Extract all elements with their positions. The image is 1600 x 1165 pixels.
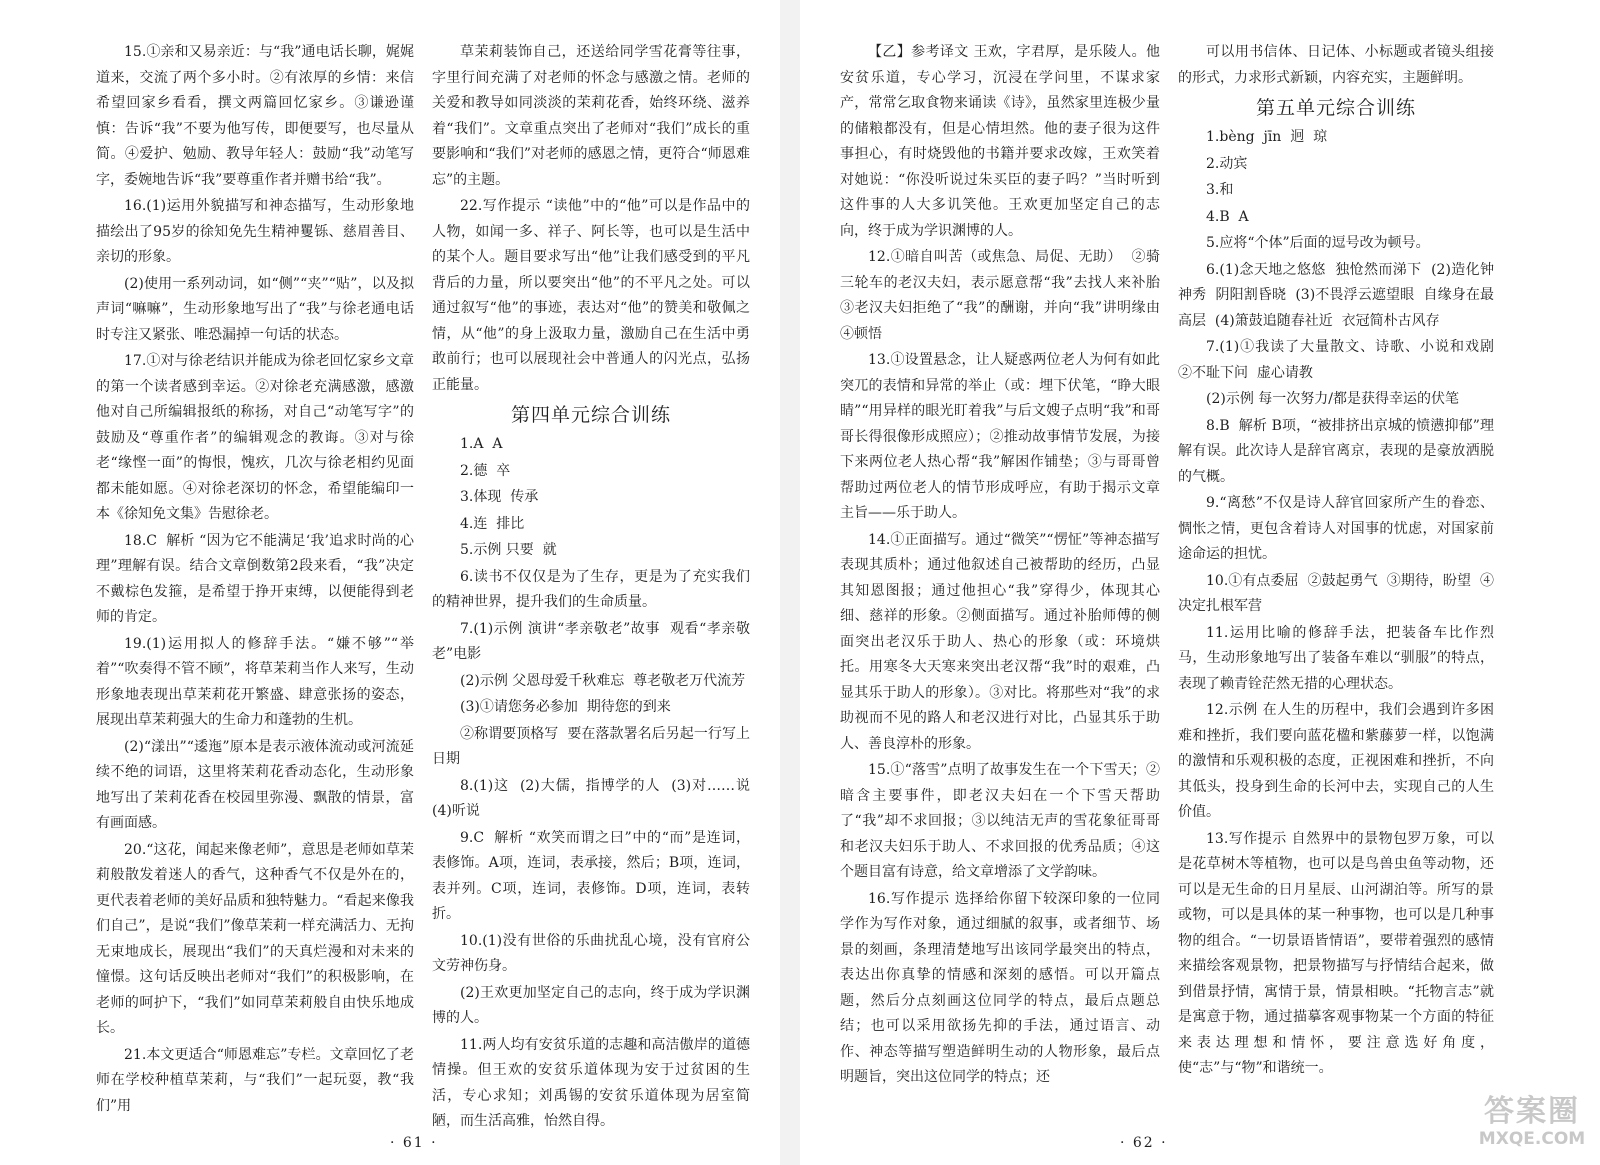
answer-paragraph: 21.本文更适合“师恩难忘”专栏。文章回忆了老师在学校种植草茉莉，与“我们”一起玩耍，教“我们”用: [96, 1046, 414, 1114]
right-page: [800, 0, 1600, 1165]
answer-paragraph: 草茉莉装饰自己，还送给同学雪花膏等往事，字里行间充满了对老师的怀念与感激之情。老师的关爱和教导如同淡淡的茉莉花香，始终环绕、滋养着“我们”。文章重点突出了老师对“我们”成长的重要影响和“我们”对老师的感恩之情，更符合“师恩难忘”的主题。: [432, 44, 750, 188]
answer-paragraph: (2)示例 父恩母爱千秋难忘 尊老敬老万代流芳: [460, 672, 746, 689]
answer-paragraph: 14.①正面描写。通过“微笑”“愣怔”等神态描写表现其质朴；通过他叙述自己被帮助的经历，凸显其知恩图报；通过他担心“我”穿得少，体现其心细、慈祥的形象。②侧面描写。通过补胎师傅的侧面突出老汉乐于助人、热心的形象（或：环境烘托。用寒冬大天寒来突出老汉帮“我”时的艰难，凸显其乐于助人的形象）。③对比。将那些对“我”的求助视而不见的路人和老汉进行对比，凸显其乐于助人、善良淳朴的形象。: [840, 531, 1160, 752]
answer-paragraph: 11.两人均有安贫乐道的志趣和高洁傲岸的道德情操。但王欢的安贫乐道体现为安于过贫困的生活，专心求知；刘禹锡的安贫乐道体现为居室简陋，而生活高雅，怡然自得。: [432, 1036, 750, 1129]
answer-paragraph: 10.①有点委屈 ②鼓起勇气 ③期待，盼望 ④决定扎根军营: [1178, 572, 1494, 614]
answer-paragraph: 可以用书信体、日记体、小标题或者镜头组接的形式，力求形式新颖，内容充实，主题鲜明。: [1178, 44, 1494, 86]
answer-paragraph: 10.(1)没有世俗的乐曲扰乱心境，没有官府公文劳神伤身。: [432, 932, 750, 974]
answer-paragraph: (2)“漾出”“逶迤”原本是表示液体流动或河流延续不绝的词语，这里将茉莉花香动态化，生动形象地写出了茉莉花香在校园里弥漫、飘散的情景，富有画面感。: [96, 738, 414, 831]
page-number: · 62 ·: [1120, 1135, 1168, 1151]
answer-paragraph: 3.和: [1206, 182, 1234, 198]
answer-paragraph: (2)王欢更加坚定自己的志向，终于成为学识渊博的人。: [432, 984, 750, 1026]
answer-paragraph: 15.①“落雪”点明了故事发生在一个下雪天；②暗含主要事件，即老汉夫妇在一个下雪天帮助了“我”却不求回报；③以纯洁无声的雪花象征哥哥和老汉夫妇乐于助人、不求回报的优秀品质；④这个题目富有诗意，给文章增添了文学韵味。: [840, 762, 1160, 880]
answer-paragraph: ②称谓要顶格写 要在落款署名后另起一行写上日期: [432, 725, 750, 767]
answer-paragraph: 7.(1)示例 演讲“孝亲敬老”故事 观看“孝亲敬老”电影: [432, 620, 750, 662]
answer-paragraph: 6.(1)念天地之悠悠 独怆然而涕下 (2)造化钟神秀 阴阳割昏晓 (3)不畏浮云遮望眼 自缘身在最高层 (4)箫鼓追随春社近 衣冠简朴古风存: [1178, 261, 1494, 329]
answer-paragraph: 11.运用比喻的修辞手法，把装备车比作烈马，生动形象地写出了装备车难以“驯服”的特点，表现了赖青铨茫然无措的心理状态。: [1178, 624, 1494, 692]
answer-paragraph: 4.连 排比: [460, 515, 525, 532]
right-page-column-2: [1178, 40, 1503, 1125]
unit-5-heading: 第五单元综合训练: [1255, 97, 1416, 119]
answer-paragraph: (2)示例 每一次努力/都是获得幸运的伏笔: [1206, 391, 1459, 407]
answer-paragraph: 6.读书不仅仅是为了生存，更是为了充实我们的精神世界，提升我们的生命质量。: [432, 568, 750, 610]
page-number: · 61 ·: [390, 1135, 438, 1151]
watermark-text-cn: 答案圈: [1484, 1094, 1580, 1129]
answer-paragraph: (3)①请您务必参加 期待您的到来: [460, 699, 671, 715]
answer-paragraph: 8.(1)这 (2)大儒，指博学的人 (3)对……说 (4)听说: [432, 777, 759, 819]
right-page-column-1: [840, 40, 1169, 1125]
answer-paragraph: 2.德 卒: [460, 462, 511, 479]
answer-paragraph: (2)使用一系列动词，如“侧”“夹”“贴”，以及拟声词“嘛嘛”，生动形象地写出了“我”与徐老通电话时专注又紧张、唯恐漏掉一句话的状态。: [96, 275, 414, 343]
answer-paragraph: 13.写作提示 自然界中的景物包罗万象，可以是花草树木等植物，也可以是鸟兽虫鱼等动物，还可以是无生命的日月星辰、山河湖泊等。所写的景或物，可以是具体的某一种事物，也可以是几种事物的组合。“一切景语皆情语”，要带着强烈的感情来描绘客观景物，把景物描写与抒情结合起来，做到借景抒情，寓情于景，情景相映。“托物言志”就是寓意于物，通过描摹客观事物某一个方面的特征来表达理想和情怀，要注意选好角度，使“志”与“物”和谐统一。: [1178, 830, 1494, 1076]
answer-paragraph: 20.“这花，闻起来像老师”，意思是老师如草茉莉般散发着迷人的香气，这种香气不仅是外在的，更代表着老师的美好品质和独特魅力。“看起来像我们自己”，是说“我们”像草茉莉一样充满活力、无拘无束地成长，展现出“我们”的天真烂漫和对未来的憧憬。这句话反映出老师对“我们”的积极影响，在老师的呵护下，“我们”如同草茉莉般自由快乐地成长。: [96, 841, 414, 1036]
answer-paragraph: 22.写作提示 “读他”中的“他”可以是作品中的人物，如闻一多、祥子、阿长等，也可以是生活中的某个人。题目要求写出“他”让我们感受到的平凡背后的力量，所以要突出“他”的不平凡之处。可以通过叙写“他”的事迹，表达对“他”的赞美和敬佩之情，从“他”的身上汲取力量，激励自己在生活中勇敢前行；也可以展现社会中普通人的闪光点，弘扬正能量。: [432, 198, 750, 393]
answer-paragraph: 12.示例 在人生的历程中，我们会遇到许多困难和挫折，我们要向蓝花楹和紫藤萝一样，以饱满的激情和乐观积极的态度，正视困难和挫折，不向其低头，投身到生命的长河中去，实现自己的人生价值。: [1178, 702, 1494, 820]
answer-paragraph: 2.动宾: [1206, 155, 1248, 172]
answer-paragraph: 9.C 解析 “欢笑而谓之曰”中的“而”是连词，表修饰。A项，连词，表承接，然后；B项，连词，表并列。C项，连词，表修饰。D项，连词，表转折。: [432, 829, 750, 922]
answer-paragraph: 3.体现 传承: [460, 489, 539, 505]
answer-paragraph: 12.①暗自叫苦（或焦急、局促、无助） ②骑三轮车的老汉夫妇，表示愿意帮“我”去找人来补胎 ③老汉夫妇拒绝了“我”的酬谢，并向“我”讲明缘由 ④顿悟: [840, 249, 1169, 342]
answer-paragraph: 17.①对与徐老结识并能成为徐老回忆家乡文章的第一个读者感到幸运。②对徐老充满感激，感激他对自己所编辑报纸的称扬，对自己“动笔写字”的鼓励及“尊重作者”的编辑观念的教诲。③对与徐老“缘悭一面”的悔恨，愧疚，几次与徐老相约见面都未能如愿。④对徐老深切的怀念，希望能编印一本《徐知免文集》告慰徐老。: [96, 353, 414, 522]
answer-paragraph: 4.B A: [1206, 208, 1249, 225]
answer-paragraph: 18.C 解析 “因为它不能满足‘我’追求时尚的心理”理解有误。结合文章倒数第2段来看，“我”决定不戴棕色发箍，是希望于挣开束缚，以便能得到老师的肯定。: [96, 532, 414, 625]
answer-paragraph: 16.(1)运用外貌描写和神态描写，生动形象地描绘出了95岁的徐知免先生精神矍铄、慈眉善目、亲切的形象。: [96, 198, 414, 265]
answer-paragraph: 8.B 解析 B项，“被排挤出京城的愤懑抑郁”理解有误。此次诗人是辞官离京，表现的是豪放洒脱的气概。: [1178, 417, 1494, 485]
answer-paragraph: 5.示例 只要 就: [460, 542, 557, 558]
answer-paragraph: 16.写作提示 选择给你留下较深印象的一位同学作为写作对象，通过细腻的叙事，或者细节、场景的刻画，条理清楚地写出该同学最突出的特点，表达出你真挚的情感和深刻的感悟。可以开篇点题，然后分点刻画这位同学的特点，最后点题总结；也可以采用欲扬先抑的手法，通过语言、动作、神态等描写塑造鲜明生动的人物形象，最后点明题旨，突出这位同学的特点；还: [840, 890, 1160, 1085]
answer-paragraph: 19.(1)运用拟人的修辞手法。“嫌不够”“举着”“吹奏得不管不顾”，将草茉莉当作人来写，生动形象地表现出草茉莉花开繁盛、肆意张扬的姿态，展现出草茉莉强大的生命力和蓬勃的生机。: [96, 635, 414, 728]
answer-paragraph: 1.bèng jīn 迥 琼: [1206, 129, 1328, 145]
site-watermark-logo: [1478, 1095, 1586, 1155]
answer-paragraph: 5.应将“个体”后面的逗号改为顿号。: [1206, 235, 1430, 251]
page-gutter: [780, 0, 800, 1165]
unit-4-heading: 第四单元综合训练: [510, 404, 671, 426]
answer-paragraph: 1.A A: [460, 436, 503, 452]
watermark-text-en: MXQE.COM: [1478, 1129, 1586, 1149]
answer-paragraph: 9.“离愁”不仅是诗人辞官回家所产生的眷恋、惆怅之情，更包含着诗人对国事的忧虑，对国家前途命运的担忧。: [1178, 495, 1494, 562]
answer-paragraph: 13.①设置悬念，让人疑惑两位老人为何有如此突兀的表情和异常的举止（或：埋下伏笔，“睁大眼睛”“用异样的眼光盯着我”与后文嫂子点明“我”和哥哥长得很像形成照应）；②推动故事情节发展，为接下来两位老人热心帮“我”解困作铺垫；③与哥哥曾帮助过两位老人的情节形成呼应，有助于揭示文章主旨——乐于助人。: [840, 352, 1160, 521]
left-page-column-1: [96, 40, 414, 1125]
answer-paragraph: 【乙】参考译文 王欢，字君厚，是乐陵人。他安贫乐道，专心学习，沉浸在学问里，不谋求家产，常常乞取食物来诵读《诗》，虽然家里连极少量的储粮都没有，但是心情坦然。他的妻子很为这件事担心，有时烧毁他的书籍并要求改嫁，王欢笑着对她说：“你没听说过朱买臣的妻子吗？”当时听到这件事的人大多讥笑他。王欢更加坚定自己的志向，终于成为学识渊博的人。: [840, 44, 1160, 239]
left-page: [0, 0, 780, 1165]
answer-paragraph: 7.(1)①我读了大量散文、诗歌、小说和戏剧 ②不耻下问 虚心请教: [1178, 339, 1503, 381]
left-page-column-2: [432, 40, 759, 1129]
answer-paragraph: 15.①亲和又易亲近：与“我”通电话长聊，娓娓道来，交流了两个多小时。②有浓厚的乡情：来信希望回家乡看看，撰文两篇回忆家乡。③谦逊谨慎：告诉“我”不要为他写传，即便要写，也尽量从简。④爱护、勉励、教导年轻人：鼓励“我”动笔写字，委婉地告诉“我”要尊重作者并赠书给“我”。: [96, 44, 414, 188]
